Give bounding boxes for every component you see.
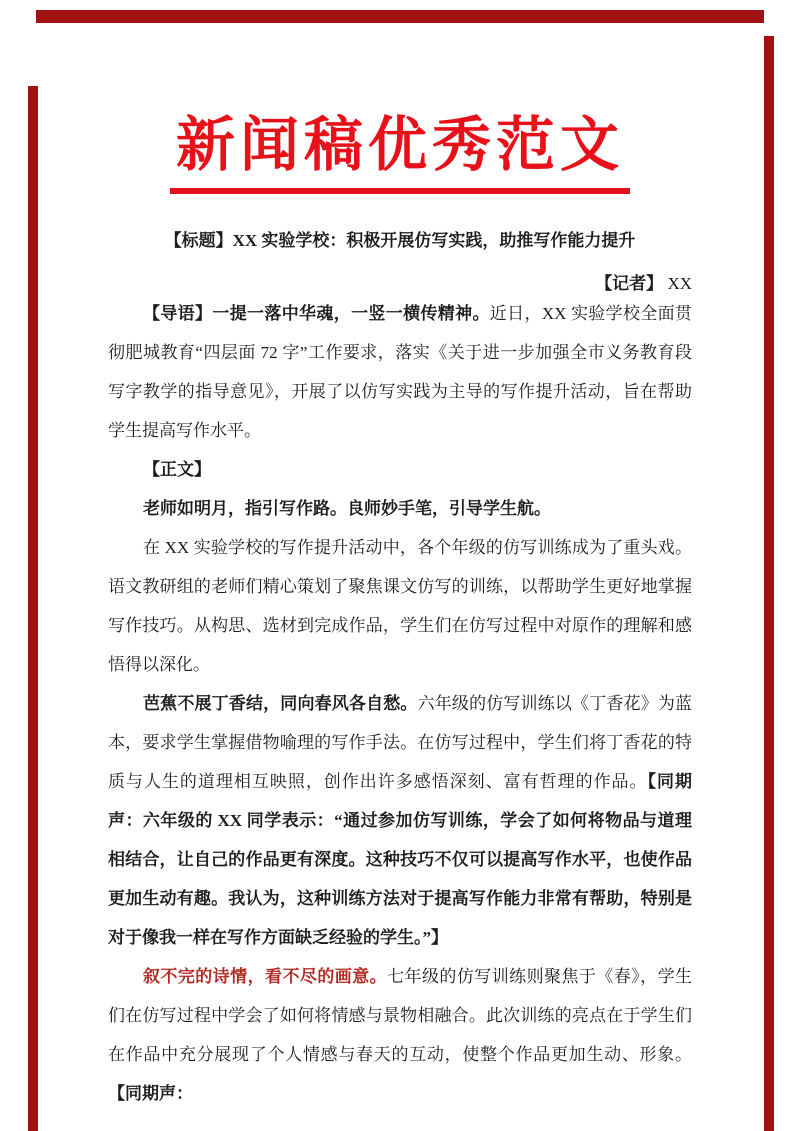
text-run: 【记者】 [595, 274, 664, 293]
text-run: 【标题】XX 实验学校：积极开展仿写实践，助推写作能力提升 [164, 231, 636, 250]
text-run: 【同期声：六年级的 XX 同学表示：“通过参加仿写训练，学会了如何将物品与道理相结合，让自己的作品更有深度。这种技巧不仅可以提高写作水平，也使作品更加生动有趣。我认为，这种训练方法对于提高写作能力非常有帮助，特别是对于像我一样在写作方面缺乏经验的学生。”】 [108, 772, 692, 947]
text-run: 【导语】一提一落中华魂，一竖一横传精神。 [143, 304, 490, 323]
text-run: 七年级的仿写训练则聚焦于《春》，学生们在仿写过程中学会了如何将情感与景物相融合。此次训练的亮点在于学生们在作品中充分展现了个人情感与春天的互动，使整个作品更加生动、形象。 [108, 967, 693, 1064]
text-run: XX [663, 274, 692, 293]
paragraph [108, 957, 692, 1113]
text-run: 叙不完的诗情，看不尽的画意。 [143, 967, 388, 986]
text-run: 【同期声： [108, 1084, 193, 1103]
page-title: 新闻稿优秀范文 [170, 112, 630, 194]
text-run: 近日，XX 实验学校全面贯彻肥城教育“四层面 72 字”工作要求，落实《关于进一步加强全市义务教育段写字教学的指导意见》，开展了以仿写实践为主导的写作提升活动，旨在帮助学生提高写作水平。 [108, 304, 692, 440]
paragraph [108, 450, 692, 489]
paragraph [108, 489, 692, 528]
paragraph [108, 294, 692, 450]
page-border-right [764, 36, 774, 1131]
paragraph [108, 684, 692, 957]
headline-line [108, 228, 692, 254]
body-paragraphs [108, 294, 692, 1113]
paragraph [108, 528, 692, 684]
document-body [108, 228, 692, 1113]
reporter-line [108, 274, 692, 294]
text-run: 在 XX 实验学校的写作提升活动中，各个年级的仿写训练成为了重头戏。语文教研组的老师们精心策划了聚焦课文仿写的训练，以帮助学生更好地掌握写作技巧。从构思、选材到完成作品，学生们在仿写过程中对原作的理解和感悟得以深化。 [108, 538, 692, 674]
page-border-top [36, 10, 764, 23]
page-border-left [28, 86, 38, 1131]
text-run: 【正文】 [143, 460, 211, 479]
text-run: 芭蕉不展丁香结，同向春风各自愁。 [143, 694, 418, 713]
text-run: 六年级的仿写训练以《丁香花》为蓝本，要求学生掌握借物喻理的写作手法。在仿写过程中，学生们将丁香花的特质与人生的道理相互映照，创作出许多感悟深刻、富有哲理的作品。 [108, 694, 693, 791]
title-area [0, 112, 800, 194]
text-run: 老师如明月，指引写作路。良师妙手笔，引导学生航。 [143, 499, 551, 518]
